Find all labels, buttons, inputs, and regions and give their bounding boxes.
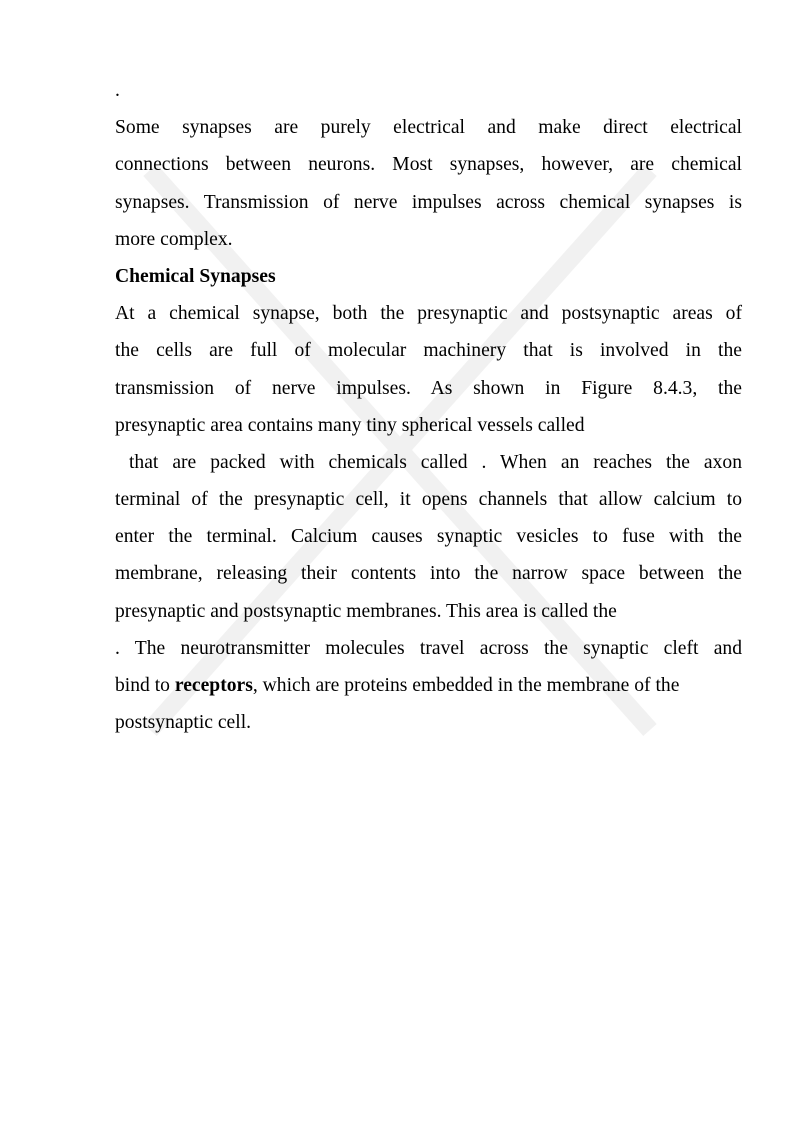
section-heading: Chemical Synapses bbox=[115, 265, 276, 287]
paragraph-line: presynaptic and postsynaptic membranes. This area is called the bbox=[115, 600, 617, 622]
paragraph-line: membrane, releasing their contents into the narrow space between the bbox=[115, 563, 742, 585]
paragraph-line: At a chemical synapse, both the presynaptic and postsynaptic areas of bbox=[115, 303, 742, 325]
paragraph-chemical-synapses bbox=[115, 295, 742, 741]
paragraph-line: . The neurotransmitter molecules travel across the synaptic cleft and bbox=[115, 637, 742, 659]
paragraph-line bbox=[115, 667, 742, 704]
paragraph-line: synapses. Transmission of nerve impulses across chemical synapses is bbox=[115, 191, 742, 213]
paragraph-line: that are packed with chemicals called . When an reaches the axon bbox=[115, 451, 742, 473]
paragraph-line: enter the terminal. Calcium causes synaptic vesicles to fuse with the bbox=[115, 526, 742, 548]
paragraph-line: postsynaptic cell. bbox=[115, 712, 252, 734]
line-suffix: , which are proteins embedded in the membrane of the bbox=[252, 675, 680, 696]
paragraph-line: presynaptic area contains many tiny spherical vessels called bbox=[115, 414, 585, 436]
line-prefix: bind to bbox=[115, 675, 175, 696]
paragraph-line: the cells are full of molecular machinery that is involved in the bbox=[115, 340, 742, 362]
paragraph-line: transmission of nerve impulses. As shown in Figure 8.4.3, the bbox=[115, 377, 742, 399]
paragraph-line: terminal of the presynaptic cell, it opens channels that allow calcium to bbox=[115, 489, 742, 511]
leading-dot: . bbox=[115, 80, 120, 101]
paragraph-line: more complex. bbox=[115, 228, 233, 250]
paragraph-electrical-synapses bbox=[115, 109, 742, 258]
paragraph-line: Some synapses are purely electrical and make direct electrical bbox=[115, 117, 742, 139]
bold-term-receptors: receptors bbox=[174, 675, 253, 696]
document-body bbox=[115, 72, 742, 741]
paragraph-line: connections between neurons. Most synapses, however, are chemical bbox=[115, 154, 742, 176]
